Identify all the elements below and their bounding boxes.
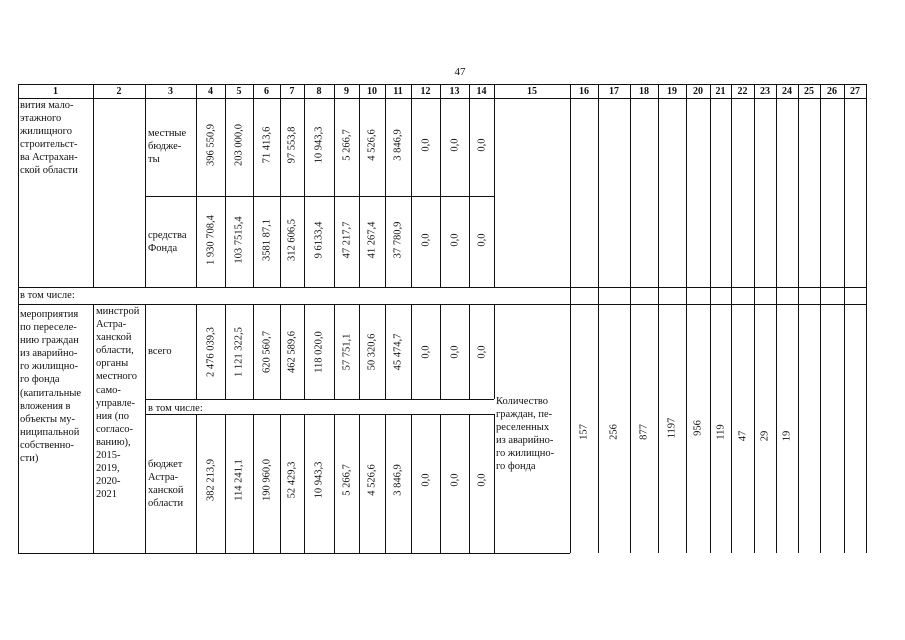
regional-budget-cell-13: 0,0 [449, 473, 460, 487]
column-header-12: 12 [420, 86, 431, 97]
column-header-4: 4 [208, 86, 213, 97]
column-header-15: 15 [527, 86, 537, 97]
column-header-1: 1 [53, 86, 58, 97]
column-header-26: 26 [827, 86, 837, 97]
table-vline [253, 84, 254, 287]
total-cell-11: 45 474,7 [392, 333, 404, 371]
table-vline [225, 414, 226, 553]
table-vline [304, 414, 305, 553]
table-vline [225, 304, 226, 399]
table-vline [196, 84, 197, 287]
indicator-cell-22: 47 [737, 430, 748, 442]
fund-label: средства Фонда [148, 230, 187, 255]
local-budgets-cell-14: 0,0 [476, 138, 487, 152]
table-vline [225, 84, 226, 287]
fund-cell-11: 37 780,9 [392, 221, 404, 259]
table-vline [334, 304, 335, 399]
column-header-25: 25 [804, 86, 814, 97]
indicator-cell-19: 1197 [666, 417, 678, 439]
table-vline [469, 414, 470, 553]
indicator-cell-23: 29 [759, 430, 771, 442]
fund-cell-9: 47 217,7 [341, 221, 352, 259]
fund-cell-12: 0,0 [420, 233, 431, 247]
table-vline [253, 414, 254, 553]
total-cell-13: 0,0 [449, 345, 460, 359]
table-vline [820, 84, 821, 553]
table-vline [411, 414, 412, 553]
table-vline [440, 304, 441, 399]
total-cell-4: 2 476 039,3 [205, 327, 216, 377]
table-vline [334, 414, 335, 553]
fund-cell-8: 9 6133,4 [313, 221, 325, 259]
table-vline [145, 84, 146, 287]
table-vline [334, 84, 335, 287]
table-vline [844, 84, 845, 553]
local-budgets-cell-13: 0,0 [449, 138, 460, 152]
indicator-text: Количество граждан, пе- реселенных из аварийно- го жилищно- го фонда [496, 396, 555, 473]
total-cell-7: 462 589,6 [286, 331, 298, 373]
indicator-cell-18: 877 [638, 424, 650, 440]
table-vline [359, 414, 360, 553]
column-header-20: 20 [693, 86, 703, 97]
table-vline [440, 414, 441, 553]
table-vline [93, 84, 94, 287]
table-vline [385, 84, 386, 287]
table-vline [731, 84, 732, 553]
indicator-cell-17: 256 [608, 424, 620, 440]
column-header-24: 24 [782, 86, 792, 97]
local-budgets-cell-11: 3 846,9 [392, 129, 404, 161]
column-header-7: 7 [289, 86, 295, 97]
table-vline [385, 414, 386, 553]
column-header-18: 18 [639, 86, 649, 97]
fund-cell-4: 1 930 708,4 [205, 215, 216, 265]
indicator-cell-20: 956 [692, 420, 704, 436]
local-budgets-label: местные бюдже- ты [148, 128, 187, 166]
table-vline [658, 84, 659, 553]
block2-executor-text: минстрой Астра- ханской области, органы местного само- управле- ния (по согласо- ванию), 2015- 2019, 2020- 2021 [96, 306, 140, 501]
regional-budget-cell-6: 190 960,0 [261, 459, 272, 501]
table-vline [469, 304, 470, 399]
table-vline [411, 84, 412, 287]
column-header-17: 17 [609, 86, 619, 97]
column-header-27: 27 [850, 86, 860, 97]
regional-budget-cell-11: 3 846,9 [392, 464, 404, 496]
regional-budget-cell-10: 4 526,6 [366, 464, 378, 496]
local-budgets-cell-6: 71 413,6 [261, 126, 272, 164]
column-header-6: 6 [264, 86, 269, 97]
column-header-16: 16 [579, 86, 589, 97]
fund-cell-6: 3581 87,1 [261, 219, 272, 261]
table-vline [280, 84, 281, 287]
table-hline [18, 287, 866, 288]
table-vline [754, 84, 755, 553]
column-header-8: 8 [316, 86, 322, 97]
local-budgets-cell-12: 0,0 [420, 138, 431, 152]
table-vline [280, 414, 281, 553]
including-label: в том числе: [20, 290, 75, 301]
page-number: 47 [454, 66, 466, 78]
fund-cell-7: 312 606,5 [286, 219, 298, 261]
fund-cell-13: 0,0 [449, 233, 460, 247]
table-vline [145, 304, 146, 553]
column-header-9: 9 [344, 86, 349, 97]
regional-budget-cell-4: 382 213,9 [205, 459, 216, 501]
column-header-19: 19 [667, 86, 677, 97]
table-vline [494, 304, 495, 399]
indicator-cell-16: 157 [578, 424, 590, 440]
table-hline [145, 399, 494, 400]
table-hline [18, 553, 570, 554]
total-cell-8: 118 020,0 [313, 331, 325, 373]
fund-cell-5: 103 7515,4 [233, 216, 245, 264]
block2-measure-text: мероприятия по переселе- нию граждан из аварийно- го жилищно- го фонда (капитальные вложения в объекты му- ниципальной собственно- сти) [20, 309, 82, 465]
table-vline [710, 84, 711, 553]
local-budgets-cell-8: 10 943,3 [313, 126, 325, 164]
column-header-21: 21 [715, 86, 726, 97]
table-vline [359, 84, 360, 287]
local-budgets-cell-10: 4 526,6 [366, 129, 378, 161]
regional-budget-cell-8: 10 943,3 [313, 461, 325, 499]
table-vline [776, 84, 777, 553]
block1-measure-text: вития мало- этажного жилищного строительст- ва Астрахан- ской области [20, 100, 78, 177]
table-vline [469, 84, 470, 287]
column-header-10: 10 [367, 86, 377, 97]
total-cell-10: 50 320,6 [366, 333, 378, 371]
table-vline [686, 84, 687, 553]
table-vline [196, 414, 197, 553]
total-cell-9: 57 751,1 [341, 333, 352, 371]
including-label-2: в том числе: [148, 403, 203, 414]
column-header-2: 2 [116, 86, 122, 97]
table-vline [866, 84, 867, 553]
column-header-3: 3 [168, 86, 173, 97]
indicator-cell-24: 19 [781, 430, 793, 442]
table-vline [280, 304, 281, 399]
total-cell-12: 0,0 [420, 345, 431, 359]
table-vline [385, 304, 386, 399]
regional-budget-cell-14: 0,0 [476, 473, 487, 487]
regional-budget-cell-12: 0,0 [420, 473, 431, 487]
table-vline [93, 304, 94, 553]
table-vline [440, 84, 441, 287]
table-vline [196, 304, 197, 399]
table-vline [18, 84, 19, 553]
table-vline [359, 304, 360, 399]
regional-budget-cell-7: 52 429,3 [286, 461, 298, 499]
local-budgets-cell-4: 396 550,9 [205, 124, 216, 166]
total-cell-14: 0,0 [476, 345, 487, 359]
local-budgets-cell-7: 97 553,8 [286, 126, 298, 164]
column-header-14: 14 [476, 86, 487, 97]
regional-budget-label: бюджет Астра- ханской области [148, 459, 184, 510]
table-vline [253, 304, 254, 399]
table-vline [304, 84, 305, 287]
table-vline [798, 84, 799, 553]
column-header-23: 23 [760, 86, 770, 97]
regional-budget-cell-5: 114 241,1 [233, 459, 245, 501]
table-vline [570, 84, 571, 553]
column-header-5: 5 [236, 86, 242, 97]
total-cell-5: 1 121 322,5 [233, 327, 245, 377]
total-label: всего [148, 346, 172, 357]
local-budgets-cell-5: 203 000,0 [233, 124, 245, 166]
table-hline [145, 196, 494, 197]
table-vline [411, 304, 412, 399]
column-header-11: 11 [393, 86, 403, 97]
table-vline [598, 84, 599, 553]
indicator-cell-21: 119 [715, 424, 726, 440]
table-vline [494, 414, 495, 553]
table-vline [304, 304, 305, 399]
fund-cell-10: 41 267,4 [366, 221, 378, 259]
table-vline [630, 84, 631, 553]
fund-cell-14: 0,0 [476, 233, 487, 247]
local-budgets-cell-9: 5 266,7 [341, 129, 352, 161]
column-header-22: 22 [737, 86, 748, 97]
table-vline [494, 84, 495, 287]
regional-budget-cell-9: 5 266,7 [341, 464, 352, 496]
total-cell-6: 620 560,7 [261, 331, 272, 373]
column-header-13: 13 [449, 86, 460, 97]
